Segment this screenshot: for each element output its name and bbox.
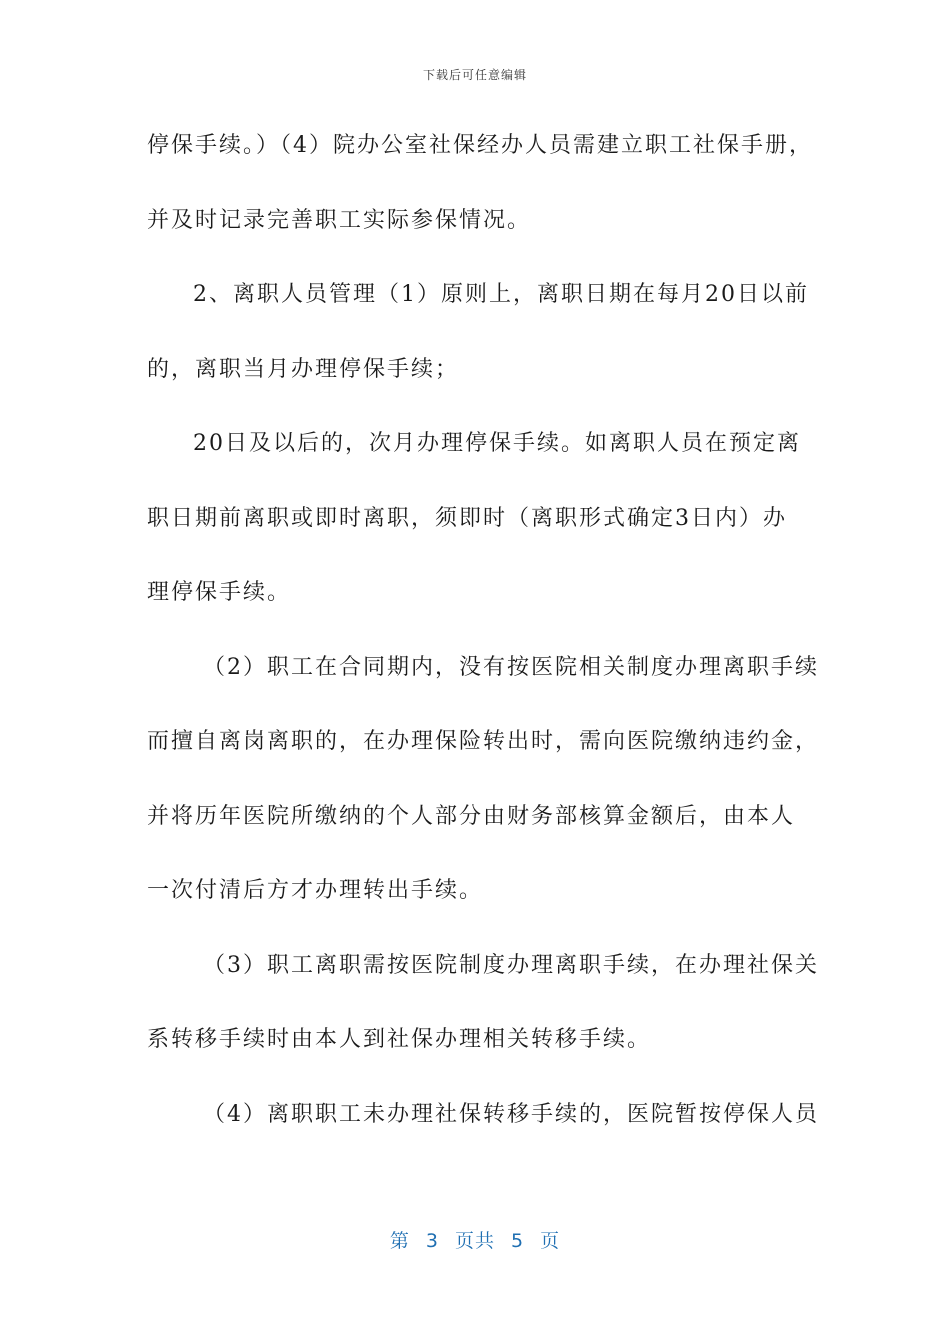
text-line: 一次付清后方才办理转出手续。: [147, 878, 484, 903]
text-line: 理停保手续。: [147, 580, 292, 605]
footer-suffix: 页: [540, 1230, 561, 1252]
text-line: 系转移手续时由本人到社保办理相关转移手续。: [147, 1027, 652, 1052]
footer-total-pages: 5: [511, 1230, 525, 1252]
footer-current-page: 3: [425, 1230, 439, 1252]
text-line: （3）职工离职需按医院制度办理离职手续，在办理社保关: [203, 952, 819, 978]
footer-prefix: 第: [389, 1230, 410, 1252]
header-note: 下载后可任意编辑: [422, 68, 527, 82]
text-line: （2）职工在合同期内，没有按医院相关制度办理离职手续: [203, 654, 819, 680]
footer-middle: 页共: [454, 1230, 495, 1252]
text-line: 并将历年医院所缴纳的个人部分由财务部核算金额后，由本人: [147, 803, 796, 829]
text-line: 2、离职人员管理（1）原则上，离职日期在每月20日以前: [193, 282, 809, 307]
text-line: 的，离职当月办理停保手续；: [147, 356, 460, 382]
text-line: 20日及以后的，次月办理停保手续。如离职人员在预定离: [193, 431, 801, 456]
text-line: 并及时记录完善职工实际参保情况。: [147, 207, 532, 233]
page-footer: [0, 1226, 950, 1253]
text-line: 停保手续。）（4）院办公室社保经办人员需建立职工社保手册，: [147, 133, 813, 158]
body-text: [147, 118, 820, 1161]
text-line: 而擅自离岗离职的，在办理保险转出时，需向医院缴纳违约金，: [147, 729, 820, 754]
text-line: 职日期前离职或即时离职，须即时（离职形式确定3日内）办: [147, 505, 787, 531]
text-line: （4）离职职工未办理社保转移手续的，医院暂按停保人员: [203, 1101, 819, 1127]
